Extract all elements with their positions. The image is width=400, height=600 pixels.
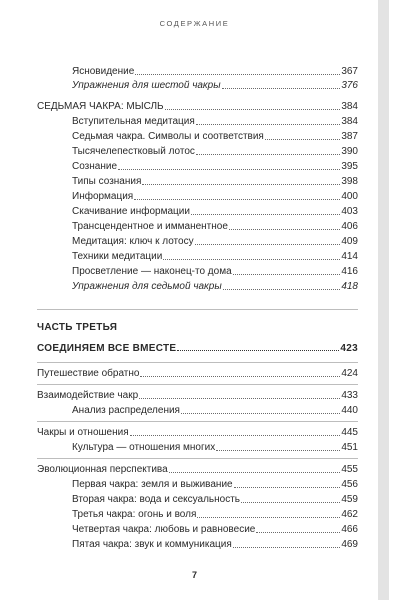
toc-entry-label: Вступительная медитация xyxy=(72,116,195,127)
chapter-page: 433 xyxy=(341,390,358,401)
toc-entry[interactable] xyxy=(72,403,358,417)
leader-dots xyxy=(241,502,340,503)
chapter-title: Эволюционная перспектива xyxy=(37,464,168,475)
toc-chapter[interactable] xyxy=(37,388,358,402)
leader-dots xyxy=(181,413,340,414)
toc-entry[interactable] xyxy=(72,440,358,454)
chapter-page: 424 xyxy=(341,368,358,379)
toc-chapter[interactable] xyxy=(37,425,358,439)
leader-dots xyxy=(265,139,340,140)
toc-entry-page: 414 xyxy=(341,251,358,262)
toc-entry[interactable] xyxy=(72,189,358,203)
leader-dots xyxy=(229,229,340,230)
toc-entry-page: 451 xyxy=(341,442,358,453)
toc-entry-page: 469 xyxy=(341,539,358,550)
leader-dots xyxy=(234,487,341,488)
toc-entry-label: Просветление — наконец-то дома xyxy=(72,266,232,277)
toc-entry-page: 398 xyxy=(341,176,358,187)
part-title-line1: ЧАСТЬ ТРЕТЬЯ xyxy=(37,322,118,333)
toc-entry-label: Скачивание информации xyxy=(72,206,190,217)
leader-dots xyxy=(196,124,341,125)
toc-entry-label: Тысячелепестковый лотос xyxy=(72,146,195,157)
part-page: 423 xyxy=(340,343,358,354)
toc-entry-label: Медитация: ключ к лотосу xyxy=(72,236,194,247)
toc-chapter[interactable] xyxy=(37,99,358,113)
toc-entry[interactable] xyxy=(72,522,358,536)
toc-chapter[interactable] xyxy=(37,366,358,380)
leader-dots xyxy=(177,350,339,351)
toc-entry-label: Сознание xyxy=(72,161,118,172)
leader-dots xyxy=(191,214,340,215)
toc-entry-page: 440 xyxy=(341,405,358,416)
page-number: 7 xyxy=(191,570,197,580)
toc-entry[interactable] xyxy=(72,477,358,491)
toc-entry[interactable] xyxy=(72,204,358,218)
toc-entry-label: Четвертая чакра: любовь и равновесие xyxy=(72,524,256,535)
toc-entry-page: 390 xyxy=(341,146,358,157)
toc-entry[interactable] xyxy=(72,78,358,92)
toc-entry-page: 409 xyxy=(341,236,358,247)
toc-entry-page: 376 xyxy=(341,80,358,91)
toc-entry-label: Ясновидение xyxy=(72,66,135,77)
chapter-page: 455 xyxy=(341,464,358,475)
chapter-title: Путешествие обратно xyxy=(37,368,140,379)
toc-entry-page: 462 xyxy=(341,509,358,520)
toc-entry-page: 400 xyxy=(341,191,358,202)
toc-entry[interactable] xyxy=(72,234,358,248)
toc-entry-label: Типы сознания xyxy=(72,176,142,187)
toc-entry-page: 418 xyxy=(341,281,358,292)
leader-dots xyxy=(130,435,341,436)
toc-entry[interactable] xyxy=(72,174,358,188)
toc-entry-label: Первая чакра: земля и выживание xyxy=(72,479,233,490)
toc-entry[interactable] xyxy=(72,114,358,128)
toc-entry[interactable] xyxy=(72,264,358,278)
toc-entry-label: Пятая чакра: звук и коммуникация xyxy=(72,539,232,550)
section-divider xyxy=(37,384,358,385)
toc-entry-label: Седьмая чакра. Символы и соответствия xyxy=(72,131,264,142)
leader-dots xyxy=(233,547,341,548)
leader-dots xyxy=(139,398,340,399)
page-edge xyxy=(378,0,389,600)
leader-dots xyxy=(165,109,341,110)
leader-dots xyxy=(256,532,340,533)
toc-entry-page: 456 xyxy=(341,479,358,490)
toc-entry[interactable] xyxy=(72,219,358,233)
leader-dots xyxy=(233,274,341,275)
section-divider xyxy=(37,362,358,363)
toc-entry-page: 466 xyxy=(341,524,358,535)
leader-dots xyxy=(196,154,340,155)
chapter-title: Чакры и отношения xyxy=(37,427,129,438)
section-divider xyxy=(37,309,358,310)
toc-entry-label: Культура — отношения многих xyxy=(72,442,216,453)
leader-dots xyxy=(222,88,341,89)
toc-entry-label: Третья чакра: огонь и воля xyxy=(72,509,197,520)
part-title-line2: СОЕДИНЯЕМ ВСЕ ВМЕСТЕ xyxy=(37,343,177,354)
part-title-row[interactable] xyxy=(37,340,358,354)
chapter-title: Взаимодействие чакр xyxy=(37,390,139,401)
toc-entry[interactable] xyxy=(72,64,358,78)
toc-entry-label: Упражнения для шестой чакры xyxy=(72,80,221,91)
toc-entry-page: 395 xyxy=(341,161,358,172)
leader-dots xyxy=(140,376,340,377)
running-header: СОДЕРЖАНИЕ xyxy=(159,19,230,28)
leader-dots xyxy=(195,244,341,245)
toc-entry[interactable] xyxy=(72,159,358,173)
toc-entry-label: Информация xyxy=(72,191,134,202)
toc-entry-page: 387 xyxy=(341,131,358,142)
toc-entry[interactable] xyxy=(72,279,358,293)
toc-entry-page: 384 xyxy=(341,116,358,127)
leader-dots xyxy=(134,199,340,200)
toc-entry[interactable] xyxy=(72,492,358,506)
toc-entry-page: 403 xyxy=(341,206,358,217)
toc-entry-page: 416 xyxy=(341,266,358,277)
toc-entry-page: 367 xyxy=(341,66,358,77)
chapter-page: 384 xyxy=(341,101,358,112)
leader-dots xyxy=(223,289,341,290)
leader-dots xyxy=(197,517,340,518)
toc-entry-label: Трансцендентное и имманентное xyxy=(72,221,228,232)
section-divider xyxy=(37,421,358,422)
leader-dots xyxy=(169,472,341,473)
toc-entry[interactable] xyxy=(72,144,358,158)
toc-entry-label: Вторая чакра: вода и сексуальность xyxy=(72,494,241,505)
leader-dots xyxy=(118,169,340,170)
toc-entry-page: 459 xyxy=(341,494,358,505)
leader-dots xyxy=(216,450,340,451)
toc-entry[interactable] xyxy=(72,129,358,143)
chapter-title: СЕДЬМАЯ ЧАКРА: МЫСЛЬ xyxy=(37,101,164,112)
toc-entry-page: 406 xyxy=(341,221,358,232)
leader-dots xyxy=(142,184,340,185)
toc-entry-label: Упражнения для седьмой чакры xyxy=(72,281,222,292)
chapter-page: 445 xyxy=(341,427,358,438)
toc-entry-label: Техники медитации xyxy=(72,251,163,262)
section-divider xyxy=(37,458,358,459)
leader-dots xyxy=(135,74,340,75)
toc-entry-label: Анализ распределения xyxy=(72,405,180,416)
toc-entry[interactable] xyxy=(72,249,358,263)
toc-entry[interactable] xyxy=(72,537,358,551)
leader-dots xyxy=(163,259,340,260)
toc-chapter[interactable] xyxy=(37,462,358,476)
toc-entry[interactable] xyxy=(72,507,358,521)
